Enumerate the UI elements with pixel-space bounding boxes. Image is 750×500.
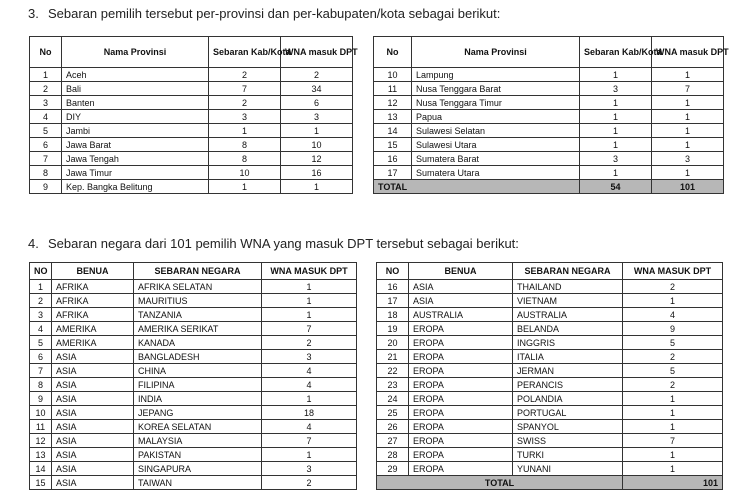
cell-no: 7 (30, 152, 62, 166)
header-wna: WNA masuk DPT (652, 37, 724, 68)
cell-negara: BANGLADESH (134, 350, 262, 364)
cell-wna: 1 (623, 420, 723, 434)
header-provinsi: Nama Provinsi (412, 37, 580, 68)
cell-wna: 3 (652, 152, 724, 166)
section-3-heading (28, 6, 500, 21)
header-kab: Sebaran Kab/Kota (209, 37, 281, 68)
table-row (30, 392, 357, 406)
cell-no: 20 (377, 336, 409, 350)
table-row (30, 82, 353, 96)
total-label: TOTAL (374, 180, 580, 194)
cell-wna: 5 (623, 336, 723, 350)
cell-provinsi: Jawa Barat (62, 138, 209, 152)
cell-provinsi: Lampung (412, 68, 580, 82)
cell-no: 8 (30, 166, 62, 180)
cell-wna: 7 (623, 434, 723, 448)
cell-no: 8 (30, 378, 52, 392)
cell-negara: INGGRIS (513, 336, 623, 350)
header-no: No (374, 37, 412, 68)
table-row (377, 336, 723, 350)
cell-benua: EROPA (409, 378, 513, 392)
header-wna: WNA MASUK DPT (623, 263, 723, 280)
cell-provinsi: Jawa Timur (62, 166, 209, 180)
cell-wna: 1 (623, 448, 723, 462)
cell-wna: 1 (652, 68, 724, 82)
table-row (374, 110, 724, 124)
cell-no: 21 (377, 350, 409, 364)
cell-benua: AMERIKA (52, 322, 134, 336)
cell-wna: 1 (623, 392, 723, 406)
total-kab: 54 (580, 180, 652, 194)
cell-wna: 1 (281, 180, 353, 194)
cell-negara: MALAYSIA (134, 434, 262, 448)
cell-wna: 4 (262, 420, 357, 434)
table-row (377, 322, 723, 336)
cell-no: 12 (374, 96, 412, 110)
cell-benua: ASIA (52, 462, 134, 476)
cell-no: 10 (30, 406, 52, 420)
table-row (30, 124, 353, 138)
cell-benua: ASIA (52, 420, 134, 434)
cell-wna: 2 (281, 68, 353, 82)
cell-negara: PERANCIS (513, 378, 623, 392)
cell-no: 10 (374, 68, 412, 82)
cell-wna: 1 (652, 124, 724, 138)
cell-negara: AFRIKA SELATAN (134, 280, 262, 294)
table-row (374, 68, 724, 82)
table-row (30, 322, 357, 336)
cell-wna: 2 (262, 336, 357, 350)
table-row (30, 152, 353, 166)
header-kab: Sebaran Kab/Kota (580, 37, 652, 68)
cell-wna: 2 (623, 280, 723, 294)
cell-no: 3 (30, 96, 62, 110)
cell-wna: 1 (652, 166, 724, 180)
section-3-number: 3. (28, 6, 39, 21)
cell-no: 14 (30, 462, 52, 476)
cell-negara: KANADA (134, 336, 262, 350)
cell-negara: TAIWAN (134, 476, 262, 490)
table-row (374, 152, 724, 166)
table-row (30, 68, 353, 82)
country-table-right-body (377, 280, 723, 476)
cell-wna: 1 (262, 280, 357, 294)
table-row (30, 476, 357, 490)
cell-kab: 3 (580, 152, 652, 166)
table-row (30, 448, 357, 462)
cell-kab: 1 (580, 68, 652, 82)
cell-kab: 8 (209, 138, 281, 152)
table-row (377, 392, 723, 406)
cell-negara: ITALIA (513, 350, 623, 364)
table-row (30, 308, 357, 322)
cell-no: 18 (377, 308, 409, 322)
cell-kab: 1 (580, 138, 652, 152)
cell-no: 22 (377, 364, 409, 378)
cell-no: 5 (30, 124, 62, 138)
cell-wna: 3 (262, 350, 357, 364)
cell-no: 1 (30, 280, 52, 294)
cell-benua: AUSTRALIA (409, 308, 513, 322)
cell-kab: 1 (580, 124, 652, 138)
section-4-text: Sebaran negara dari 101 pemilih WNA yang masuk DPT tersebut sebagai berikut: (48, 236, 519, 251)
cell-negara: SPANYOL (513, 420, 623, 434)
cell-negara: PAKISTAN (134, 448, 262, 462)
cell-no: 23 (377, 378, 409, 392)
cell-wna: 18 (262, 406, 357, 420)
table-row (30, 110, 353, 124)
cell-no: 24 (377, 392, 409, 406)
cell-negara: TANZANIA (134, 308, 262, 322)
cell-benua: ASIA (52, 406, 134, 420)
cell-kab: 2 (209, 68, 281, 82)
header-negara: SEBARAN NEGARA (513, 263, 623, 280)
cell-negara: AMERIKA SERIKAT (134, 322, 262, 336)
header-wna: WNA MASUK DPT (262, 263, 357, 280)
cell-negara: VIETNAM (513, 294, 623, 308)
cell-negara: JERMAN (513, 364, 623, 378)
cell-benua: ASIA (52, 434, 134, 448)
cell-no: 9 (30, 180, 62, 194)
cell-no: 29 (377, 462, 409, 476)
cell-wna: 1 (262, 294, 357, 308)
province-table-right-body (374, 68, 724, 180)
cell-wna: 1 (623, 406, 723, 420)
cell-benua: ASIA (52, 364, 134, 378)
cell-no: 19 (377, 322, 409, 336)
cell-wna: 1 (652, 110, 724, 124)
cell-no: 25 (377, 406, 409, 420)
cell-benua: EROPA (409, 406, 513, 420)
cell-kab: 10 (209, 166, 281, 180)
section-3-text: Sebaran pemilih tersebut per-provinsi dan per-kabupaten/kota sebagai berikut: (48, 6, 501, 21)
cell-no: 6 (30, 138, 62, 152)
cell-wna: 2 (623, 378, 723, 392)
cell-no: 13 (30, 448, 52, 462)
cell-negara: TURKI (513, 448, 623, 462)
header-provinsi: Nama Provinsi (62, 37, 209, 68)
cell-benua: EROPA (409, 434, 513, 448)
cell-benua: ASIA (52, 378, 134, 392)
table-row (377, 378, 723, 392)
cell-provinsi: Papua (412, 110, 580, 124)
cell-wna: 1 (652, 138, 724, 152)
cell-kab: 8 (209, 152, 281, 166)
cell-benua: AFRIKA (52, 308, 134, 322)
table-row (30, 420, 357, 434)
cell-wna: 6 (281, 96, 353, 110)
cell-negara: SWISS (513, 434, 623, 448)
cell-no: 14 (374, 124, 412, 138)
cell-kab: 3 (580, 82, 652, 96)
cell-benua: EROPA (409, 392, 513, 406)
cell-wna: 7 (262, 322, 357, 336)
table-row (377, 280, 723, 294)
cell-wna: 7 (652, 82, 724, 96)
cell-provinsi: Jawa Tengah (62, 152, 209, 166)
cell-negara: BELANDA (513, 322, 623, 336)
cell-benua: EROPA (409, 350, 513, 364)
cell-kab: 3 (209, 110, 281, 124)
cell-no: 7 (30, 364, 52, 378)
cell-negara: THAILAND (513, 280, 623, 294)
country-table-left-body (30, 280, 357, 490)
cell-no: 28 (377, 448, 409, 462)
header-negara: SEBARAN NEGARA (134, 263, 262, 280)
cell-benua: AMERIKA (52, 336, 134, 350)
cell-negara: AUSTRALIA (513, 308, 623, 322)
header-no: NO (377, 263, 409, 280)
cell-benua: AFRIKA (52, 280, 134, 294)
table-row (30, 462, 357, 476)
cell-wna: 4 (262, 364, 357, 378)
cell-wna: 4 (262, 378, 357, 392)
cell-benua: ASIA (52, 350, 134, 364)
cell-no: 17 (374, 166, 412, 180)
cell-no: 15 (30, 476, 52, 490)
cell-benua: EROPA (409, 364, 513, 378)
cell-kab: 1 (580, 96, 652, 110)
cell-benua: ASIA (409, 280, 513, 294)
total-wna: 101 (652, 180, 724, 194)
cell-kab: 1 (580, 166, 652, 180)
cell-wna: 1 (262, 308, 357, 322)
cell-provinsi: Bali (62, 82, 209, 96)
cell-negara: CHINA (134, 364, 262, 378)
cell-benua: EROPA (409, 462, 513, 476)
cell-kab: 1 (209, 180, 281, 194)
table-row (377, 406, 723, 420)
table-row (30, 180, 353, 194)
cell-kab: 1 (580, 110, 652, 124)
table-row (30, 350, 357, 364)
cell-no: 1 (30, 68, 62, 82)
table-row (30, 434, 357, 448)
cell-no: 2 (30, 82, 62, 96)
cell-wna: 1 (623, 462, 723, 476)
cell-no: 6 (30, 350, 52, 364)
cell-wna: 3 (262, 462, 357, 476)
cell-no: 17 (377, 294, 409, 308)
table-row (377, 364, 723, 378)
cell-wna: 1 (262, 392, 357, 406)
cell-benua: ASIA (52, 476, 134, 490)
cell-wna: 2 (262, 476, 357, 490)
cell-provinsi: Sumatera Barat (412, 152, 580, 166)
section-4-number: 4. (28, 236, 39, 251)
cell-no: 11 (374, 82, 412, 96)
cell-negara: INDIA (134, 392, 262, 406)
table-row (377, 462, 723, 476)
table-row (377, 420, 723, 434)
cell-benua: EROPA (409, 322, 513, 336)
header-benua: BENUA (52, 263, 134, 280)
cell-no: 4 (30, 322, 52, 336)
cell-negara: SINGAPURA (134, 462, 262, 476)
country-table-left (29, 262, 357, 490)
header-no: No (30, 37, 62, 68)
cell-wna: 4 (623, 308, 723, 322)
table-header-row (30, 263, 357, 280)
cell-provinsi: Aceh (62, 68, 209, 82)
table-row (377, 448, 723, 462)
header-benua: BENUA (409, 263, 513, 280)
table-header-row (374, 37, 724, 68)
table-row (30, 364, 357, 378)
province-table-right (373, 36, 729, 194)
table-header-row (377, 263, 723, 280)
cell-benua: ASIA (52, 448, 134, 462)
cell-no: 3 (30, 308, 52, 322)
table-row (374, 96, 724, 110)
table-row (374, 166, 724, 180)
cell-benua: EROPA (409, 420, 513, 434)
cell-negara: JEPANG (134, 406, 262, 420)
cell-no: 11 (30, 420, 52, 434)
cell-provinsi: Jambi (62, 124, 209, 138)
cell-negara: MAURITIUS (134, 294, 262, 308)
cell-wna: 1 (262, 448, 357, 462)
section-4-heading (28, 236, 519, 251)
total-row (374, 180, 724, 194)
cell-wna: 1 (652, 96, 724, 110)
cell-kab: 2 (209, 96, 281, 110)
cell-no: 16 (377, 280, 409, 294)
table-row (30, 138, 353, 152)
table-row (374, 124, 724, 138)
cell-no: 9 (30, 392, 52, 406)
cell-no: 2 (30, 294, 52, 308)
table-row (374, 82, 724, 96)
cell-provinsi: Nusa Tenggara Timur (412, 96, 580, 110)
table-row (30, 336, 357, 350)
table-row (377, 308, 723, 322)
cell-kab: 1 (209, 124, 281, 138)
header-no: NO (30, 263, 52, 280)
cell-wna: 7 (262, 434, 357, 448)
total-label: TOTAL (377, 476, 623, 490)
cell-benua: ASIA (409, 294, 513, 308)
cell-provinsi: Sumatera Utara (412, 166, 580, 180)
cell-no: 5 (30, 336, 52, 350)
cell-no: 15 (374, 138, 412, 152)
cell-negara: FILIPINA (134, 378, 262, 392)
cell-benua: AFRIKA (52, 294, 134, 308)
cell-negara: YUNANI (513, 462, 623, 476)
cell-wna: 5 (623, 364, 723, 378)
province-table-left (29, 36, 358, 194)
table-row (30, 96, 353, 110)
cell-negara: KOREA SELATAN (134, 420, 262, 434)
country-table-right (376, 262, 723, 490)
table-row (30, 378, 357, 392)
cell-provinsi: Sulawesi Selatan (412, 124, 580, 138)
cell-no: 13 (374, 110, 412, 124)
cell-provinsi: Kep. Bangka Belitung (62, 180, 209, 194)
cell-no: 27 (377, 434, 409, 448)
total-wna: 101 (623, 476, 723, 490)
table-header-row (30, 37, 353, 68)
table-row (377, 434, 723, 448)
cell-provinsi: Banten (62, 96, 209, 110)
cell-no: 26 (377, 420, 409, 434)
cell-wna: 12 (281, 152, 353, 166)
total-row (377, 476, 723, 490)
cell-benua: EROPA (409, 336, 513, 350)
cell-negara: PORTUGAL (513, 406, 623, 420)
cell-wna: 3 (281, 110, 353, 124)
table-row (374, 138, 724, 152)
cell-no: 12 (30, 434, 52, 448)
cell-wna: 1 (281, 124, 353, 138)
province-table-left-body (30, 68, 353, 194)
table-row (30, 280, 357, 294)
header-wna: WNA masuk DPT (281, 37, 353, 68)
cell-provinsi: Nusa Tenggara Barat (412, 82, 580, 96)
cell-wna: 10 (281, 138, 353, 152)
cell-wna: 1 (623, 294, 723, 308)
cell-wna: 16 (281, 166, 353, 180)
cell-provinsi: Sulawesi Utara (412, 138, 580, 152)
table-row (377, 350, 723, 364)
table-row (30, 166, 353, 180)
cell-wna: 2 (623, 350, 723, 364)
cell-wna: 34 (281, 82, 353, 96)
cell-provinsi: DIY (62, 110, 209, 124)
cell-no: 4 (30, 110, 62, 124)
cell-benua: ASIA (52, 392, 134, 406)
cell-benua: EROPA (409, 448, 513, 462)
cell-kab: 7 (209, 82, 281, 96)
cell-negara: POLANDIA (513, 392, 623, 406)
table-row (30, 406, 357, 420)
table-row (377, 294, 723, 308)
cell-no: 16 (374, 152, 412, 166)
table-row (30, 294, 357, 308)
cell-wna: 9 (623, 322, 723, 336)
